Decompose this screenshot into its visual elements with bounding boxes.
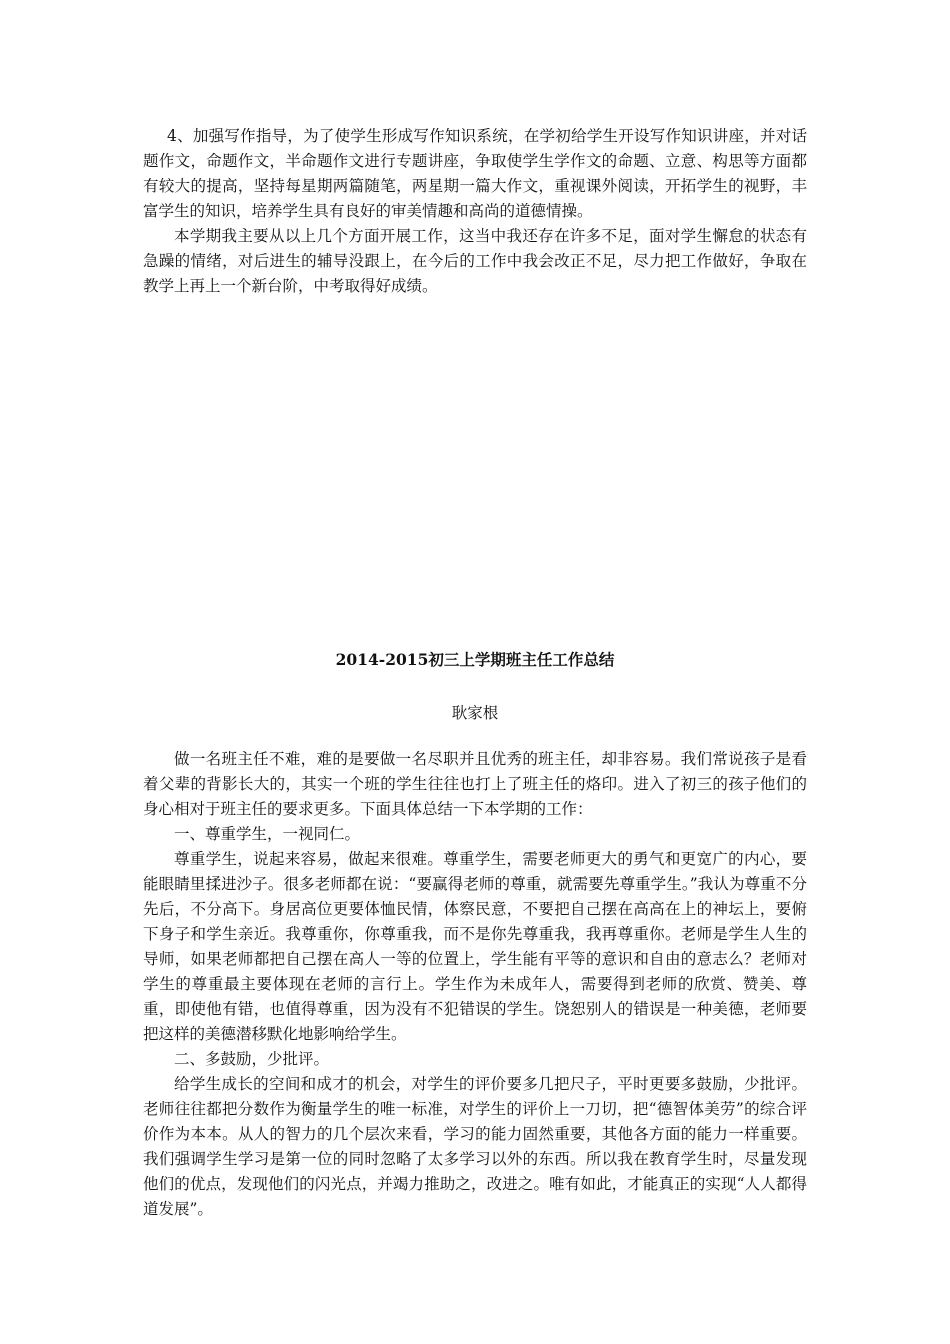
paragraph-encourage: 给学生成长的空间和成才的机会，对学生的评价要多几把尺子，平时更要多鼓励，少批评。老师往往都把分数作为衡量学生的唯一标准，对学生的评价上一刀切，把“德智体美劳”的综合评价作为本本。从人的智力的几个层次来看，学习的能力固然重要，其他各方面的能力一样重要。我们强调学生学习是第一位的同时忽略了太多学习以外的东西。所以我在教育学生时，尽量发现他们的优点，发现他们的闪光点，并竭力推助之，改进之。唯有如此，才能真正的实现“人人都得道发展”。: [143, 1075, 807, 1218]
document-body: [143, 747, 807, 1222]
paragraph-respect: 尊重学生，说起来容易，做起来很难。尊重学生，需要老师更大的勇气和更宽广的内心，要能眼睛里揉进沙子。很多老师都在说：“要赢得老师的尊重，就需要先尊重学生。”我认为尊重不分先后，不分高下。身居高位更要体恤民情，体察民意，不要把自己摆在高高在上的神坛上，要俯下身子和学生亲近。我尊重你，你尊重我，而不是你先尊重我，我再尊重你。老师是学生人生的导师，如果老师都把自己摆在高人一等的位置上，学生能有平等的意识和自由的意志么？老师对学生的尊重最主要体现在老师的言行上。学生作为未成年人，需要得到老师的欣赏、赞美、尊重，即使他有错，也值得尊重，因为没有不犯错误的学生。饶恕别人的错误是一种美德，老师要把这样的美德潜移默化地影响给学生。: [143, 850, 807, 1043]
paragraph-writing-guidance: 4、加强写作指导，为了使学生形成写作知识系统，在学初给学生开设写作知识讲座，并对话题作文，命题作文，半命题作文进行专题讲座，争取使学生学作文的命题、立意、构思等方面都有较大的提高，坚持每星期两篇随笔，两星期一篇大作文，重视课外阅读，开拓学生的视野，丰富学生的知识，培养学生具有良好的审美情趣和高尚的道德情操。: [143, 127, 807, 220]
document-author: 耿家根: [451, 704, 499, 722]
section-heading-encourage: 二、多鼓励，少批评。: [174, 1050, 330, 1068]
section-heading-respect: 一、尊重学生，一视同仁。: [174, 825, 361, 843]
paragraph-intro: 做一名班主任不难，难的是要做一名尽职并且优秀的班主任，却非容易。我们常说孩子是看着父辈的背影长大的，其实一个班的学生往往也打上了班主任的烙印。进入了初三的孩子他们的身心相对于班主任的要求更多。下面具体总结一下本学期的工作：: [143, 750, 807, 818]
document-title: 2014-2015初三上学期班主任工作总结: [335, 650, 615, 669]
previous-section: [143, 124, 807, 299]
paragraph-semester-summary: 本学期我主要从以上几个方面开展工作，这当中我还存在许多不足，面对学生懈怠的状态有急躁的情绪，对后进生的辅导没跟上，在今后的工作中我会改正不足，尽力把工作做好，争取在教学上再上一个新台阶，中考取得好成绩。: [143, 227, 807, 295]
